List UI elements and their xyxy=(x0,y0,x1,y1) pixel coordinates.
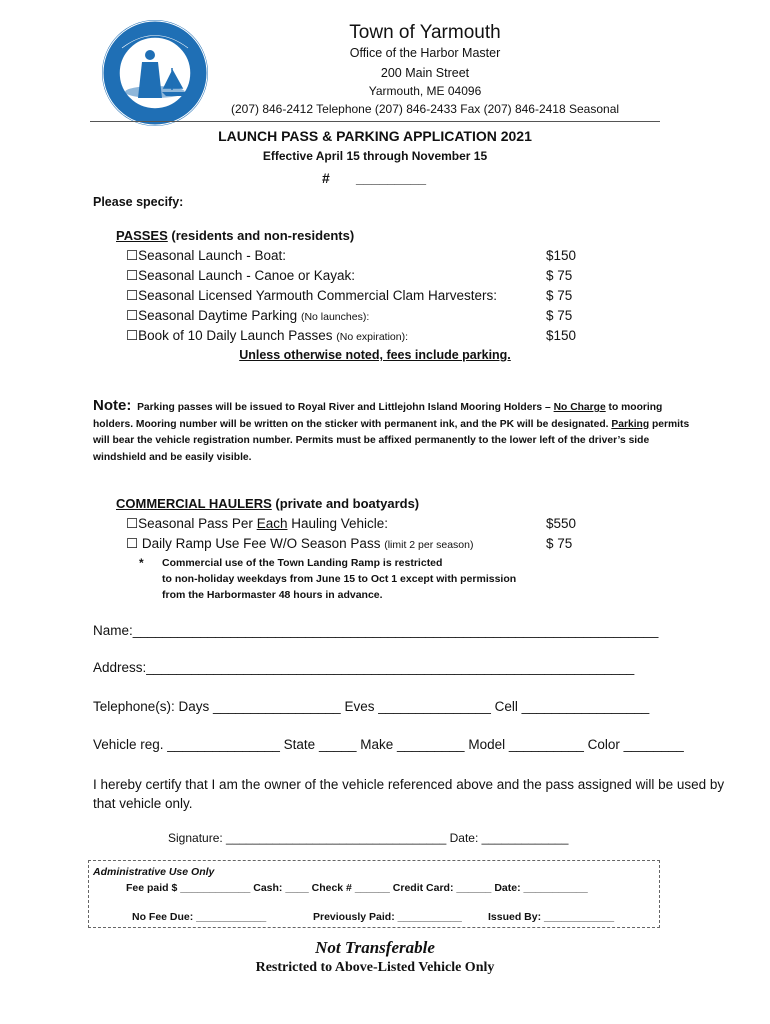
pass-label: Seasonal Launch - Canoe or Kayak: xyxy=(138,268,355,283)
town-name: Town of Yarmouth xyxy=(349,22,501,43)
city-address: Yarmouth, ME 04096 xyxy=(368,84,482,98)
hauler-note: (limit 2 per season) xyxy=(384,539,474,551)
pass-label: Seasonal Daytime Parking xyxy=(138,308,301,323)
pass-note: (No expiration): xyxy=(336,331,409,343)
haulers-heading-rest: (private and boatyards) xyxy=(271,496,420,511)
restriction-line-3: from the Harbormaster 48 hours in advance. xyxy=(162,589,383,601)
passes-heading-rest: (residents and non-residents) xyxy=(167,228,355,243)
seal-icon xyxy=(98,18,212,128)
admin-no-fee: No Fee Due: ____________ xyxy=(132,911,267,923)
not-transferable: Not Transferable xyxy=(315,938,435,957)
pass-label: Book of 10 Daily Launch Passes xyxy=(138,328,337,343)
pass-price: $ 75 xyxy=(546,268,573,283)
note-text-1: Parking passes will be issued to Royal River and Littlejohn Island Mooring Holders – xyxy=(137,402,554,413)
vehicle-field[interactable]: Vehicle reg. _______________ State _____ Make _________ Model __________ Color ________ xyxy=(93,737,684,752)
signature-field[interactable]: Signature: _________________________________ Date: _____________ xyxy=(168,831,569,845)
note-paragraph xyxy=(93,398,693,466)
note-label: Note: xyxy=(93,397,132,414)
pass-price: $ 75 xyxy=(546,288,573,303)
page-title: LAUNCH PASS & PARKING APPLICATION 2021 xyxy=(218,128,532,144)
admin-previously-paid: Previously Paid: ___________ xyxy=(313,911,462,923)
pass-item-clam[interactable] xyxy=(126,288,497,304)
note-text-2: to mooring holders. Mooring number will be written on the sticker with permanent ink, and the PK will be designated. xyxy=(93,402,663,430)
admin-issued-by: Issued By: ____________ xyxy=(488,911,615,923)
number-blank: _________ xyxy=(356,170,427,186)
pass-price: $150 xyxy=(546,328,577,343)
restricted-vehicle: Restricted to Above-Listed Vehicle Only xyxy=(255,960,495,975)
note-no-charge: No Charge xyxy=(553,402,606,413)
note-parking: Parking xyxy=(611,418,650,430)
restriction-line-1: Commercial use of the Town Landing Ramp is restricted xyxy=(162,557,443,569)
passes-heading xyxy=(116,228,354,243)
hauler-price: $ 75 xyxy=(546,536,573,551)
checkbox[interactable]: ☐ xyxy=(126,248,139,263)
pass-price: $150 xyxy=(546,248,577,263)
address-field[interactable]: Address:_________________________________________________________________ xyxy=(93,660,635,675)
telephone-field[interactable]: Telephone(s): Days _________________ Eves _______________ Cell _________________ xyxy=(93,699,650,714)
haulers-heading-underlined: COMMERCIAL HAULERS xyxy=(116,496,272,511)
header-rule xyxy=(90,121,660,122)
note-text-3: permits will bear the vehicle registration number. Permits must be affixed permanently to the lower left of the driver’s side windshield and be easily visible. xyxy=(93,418,690,463)
hauler-label: Daily Ramp Use Fee W/O Season Pass xyxy=(138,536,385,551)
certification-statement: I hereby certify that I am the owner of the vehicle referenced above and the pass assigned will be used by that vehicle only. xyxy=(93,777,725,811)
street-address: 200 Main Street xyxy=(380,66,470,80)
pass-label: Seasonal Licensed Yarmouth Commercial Clam Harvesters: xyxy=(138,288,498,303)
checkbox[interactable]: ☐ xyxy=(126,268,139,283)
haulers-heading xyxy=(116,496,419,511)
checkbox[interactable]: ☐ xyxy=(126,536,139,551)
checkbox[interactable]: ☐ xyxy=(126,288,139,303)
hauler-label-a: Seasonal Pass Per xyxy=(138,516,257,531)
town-seal xyxy=(98,18,212,128)
hauler-label-b: Hauling Vehicle: xyxy=(287,516,389,531)
checkbox[interactable]: ☐ xyxy=(126,516,139,531)
pass-item-parking[interactable] xyxy=(126,308,369,324)
please-specify: Please specify: xyxy=(93,195,184,209)
restriction-line-2: to non-holiday weekdays from June 15 to Oct 1 except with permission xyxy=(162,573,517,585)
fees-note: Unless otherwise noted, fees include parking. xyxy=(239,348,511,362)
effective-dates: Effective April 15 through November 15 xyxy=(262,149,488,163)
restriction-star: * xyxy=(139,556,144,570)
number-label: # xyxy=(322,170,330,186)
phone-numbers: (207) 846-2412 Telephone (207) 846-2433 Fax (207) 846-2418 Seasonal xyxy=(230,102,620,116)
hauler-item-seasonal[interactable] xyxy=(126,516,388,532)
pass-label: Seasonal Launch - Boat: xyxy=(138,248,286,263)
hauler-item-daily[interactable] xyxy=(126,536,473,552)
checkbox[interactable]: ☐ xyxy=(126,308,139,323)
pass-price: $ 75 xyxy=(546,308,573,323)
hauler-label-each: Each xyxy=(256,516,288,531)
office-name: Office of the Harbor Master xyxy=(349,46,501,60)
pass-item-canoe[interactable] xyxy=(126,268,355,284)
checkbox[interactable]: ☐ xyxy=(126,328,139,343)
admin-fee-row: Fee paid $ ____________ Cash: ____ Check # ______ Credit Card: ______ Date: ___________ xyxy=(126,882,588,894)
pass-item-book[interactable] xyxy=(126,328,408,344)
passes-heading-underlined: PASSES xyxy=(116,228,168,243)
hauler-price: $550 xyxy=(546,516,577,531)
name-field[interactable]: Name:______________________________________________________________________ xyxy=(93,623,659,638)
pass-note: (No launches): xyxy=(300,311,370,323)
admin-title: Administrative Use Only xyxy=(93,866,215,878)
pass-item-boat[interactable] xyxy=(126,248,286,264)
